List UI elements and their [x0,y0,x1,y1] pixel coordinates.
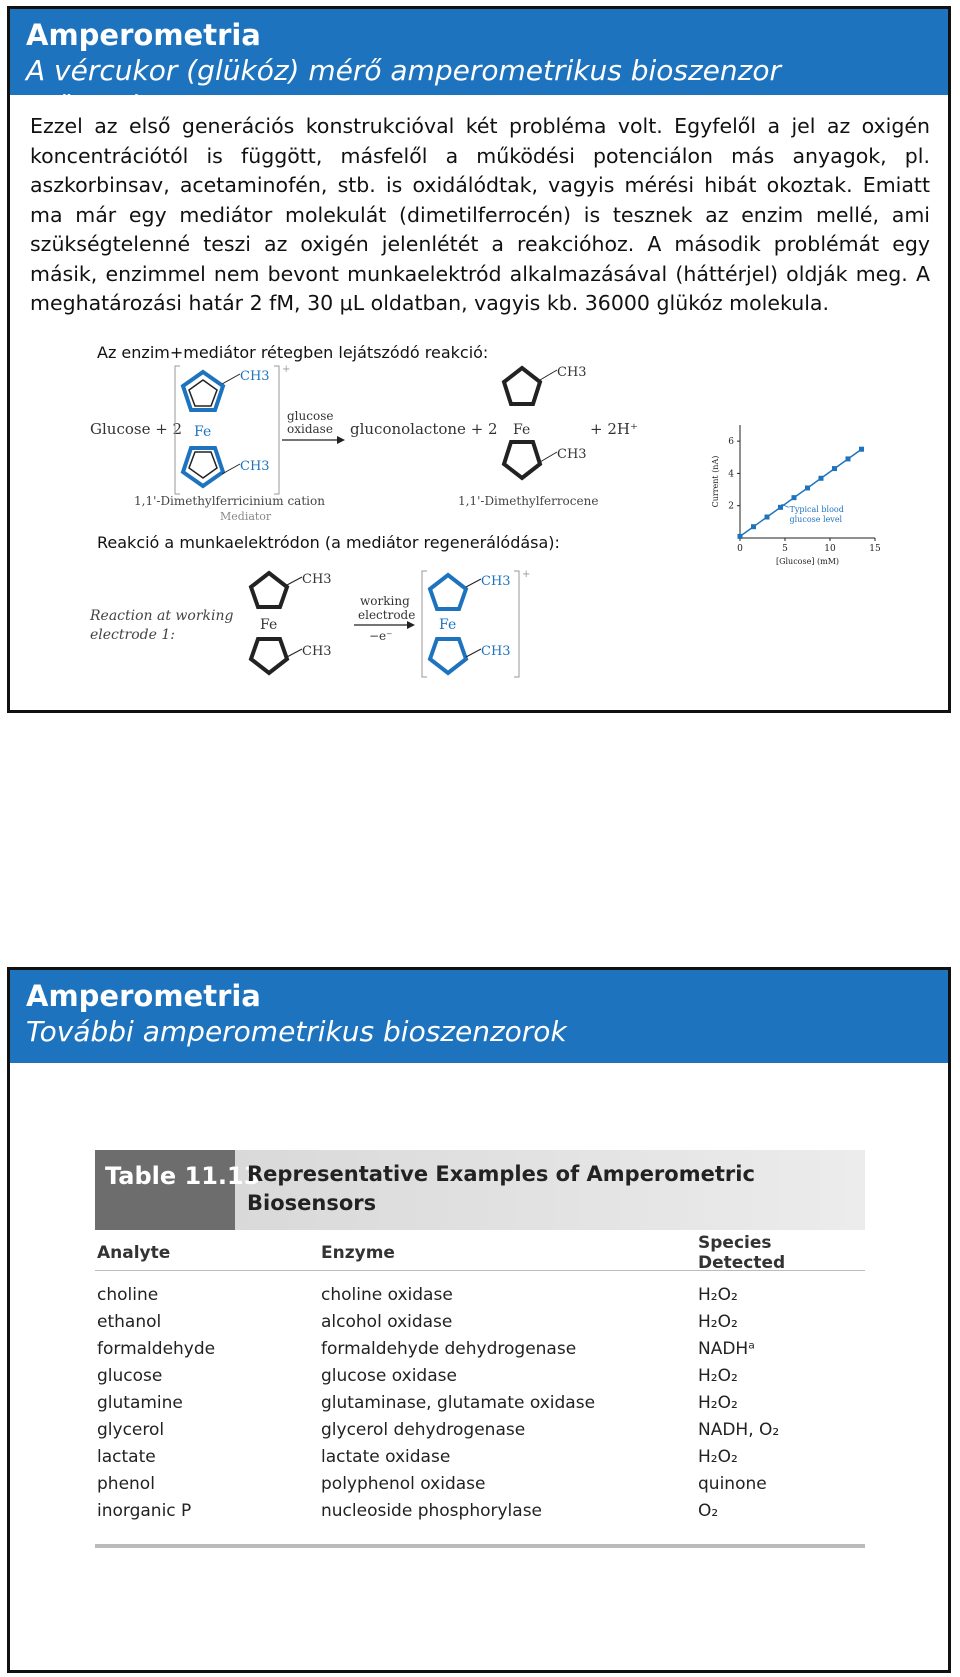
body-paragraph: Ezzel az első generációs konstrukcióval két probléma volt. Egyfelől a jel az oxigén koncentrációtól is függött, másfelől a működési potenciálon más anyagok, pl. aszkorbinsav, acetaminofén, stb. is oxidálódtak, vagyis mérési hibát okoztak. Emiatt ma már egy mediátor molekulát (dimetilferrocén) is tesznek az enzim mellé, ami szükségtelenné teszi az oxigén jelenlétét a reakcióhoz. A második problémát egy másik, enzimmel nem bevont munkaelektród alkalmazásával (háttérjel) oldják meg. A meghatározási határ 2 fM, 30 μL oldatban, vagyis kb. 36000 glükóz molekula. [30,114,930,315]
svg-text:1,1'-Dimethylferricinium catio: 1,1'-Dimethylferricinium cation [134,494,325,508]
y-axis-label: Current (nA) [711,455,720,508]
table-title: Representative Examples of Amperometric Biosensors [247,1162,755,1215]
table-row [95,1389,865,1416]
table-footer-rule [95,1544,865,1548]
table-row [95,1470,865,1497]
species-cell: H₂O₂ [698,1365,738,1386]
table-row [95,1281,865,1308]
species-cell: NADHᵃ [698,1338,755,1359]
table-row [95,1497,865,1524]
svg-text:CH3: CH3 [557,447,587,462]
x-tick-label: 15 [869,544,881,554]
data-point [778,505,783,510]
biosensor-table [95,1150,865,1548]
svg-text:+ 2H⁺: + 2H⁺ [590,420,638,438]
col-enzyme: Enzyme [321,1243,395,1263]
y-tick-label: 2 [728,501,734,512]
svg-text:−e⁻: −e⁻ [369,629,393,643]
data-point [819,476,824,481]
svg-text:CH3: CH3 [302,572,332,587]
reaction-scheme-1 [82,360,662,530]
table-row [95,1335,865,1362]
analyte-cell: formaldehyde [97,1338,216,1359]
enzyme-cell: glycerol dehydrogenase [321,1419,526,1440]
col-species: Species Detected [698,1233,786,1273]
svg-text:Mediator: Mediator [220,510,272,523]
table-row [95,1362,865,1389]
svg-text:1,1'-Dimethylferrocene: 1,1'-Dimethylferrocene [458,494,599,508]
annotation-line: Typical blood [789,505,844,515]
svg-text:Fe: Fe [260,617,278,633]
ferricinium-molecule-electrode [422,569,530,677]
glucose-label: Glucose + 2 [90,420,183,438]
ferrocene-molecule [504,365,587,478]
species-cell: O₂ [698,1500,719,1521]
analyte-cell: ethanol [97,1311,162,1332]
slide-subtitle: A vércukor (glükóz) mérő amperometrikus bioszenzor működése [26,54,781,123]
species-cell: H₂O₂ [698,1284,738,1305]
enzyme-cell: polyphenol oxidase [321,1473,486,1494]
slide-title: Amperometria [26,18,261,52]
table-header [95,1150,865,1230]
species-cell: H₂O₂ [698,1392,738,1413]
svg-text:CH3: CH3 [240,369,270,384]
svg-text:working: working [360,594,410,608]
enzyme-cell: lactate oxidase [321,1446,451,1467]
ferricinium-molecule [175,364,290,494]
ferrocene-molecule-electrode [251,572,332,673]
slide-subtitle-2: További amperometrikus bioszenzorok [26,1015,567,1048]
analyte-cell: glutamine [97,1392,183,1413]
svg-text:Fe: Fe [513,422,531,438]
enzyme-cell: glutaminase, glutamate oxidase [321,1392,596,1413]
svg-text:CH3: CH3 [240,459,270,474]
species-cell: NADH, O₂ [698,1419,780,1440]
svg-text:CH3: CH3 [481,574,511,589]
svg-text:CH3: CH3 [481,644,511,659]
data-point [859,447,864,452]
x-tick-label: 5 [782,544,788,554]
data-point [751,524,756,529]
svg-text:glucose: glucose [287,409,334,423]
analyte-cell: phenol [97,1473,155,1494]
slide-title-2: Amperometria [26,979,261,1013]
analyte-cell: inorganic P [97,1500,192,1521]
analyte-cell: choline [97,1284,159,1305]
svg-text:Fe: Fe [439,617,457,633]
caption-electrode-reaction: Reakció a munkaelektródon (a mediátor regenerálódása): [97,533,560,552]
svg-text:electrode: electrode [358,608,416,622]
caption-enzyme-reaction: Az enzim+mediátor rétegben lejátszódó reakció: [97,343,489,362]
col-analyte: Analyte [97,1243,171,1263]
data-point [738,534,743,539]
enzyme-cell: choline oxidase [321,1284,453,1305]
svg-text:+: + [282,364,291,375]
glucose-calibration-chart [700,420,910,600]
data-point [765,515,770,520]
enzyme-cell: nucleoside phosphorylase [321,1500,543,1521]
svg-text:CH3: CH3 [557,365,587,380]
enzyme-cell: alcohol oxidase [321,1311,453,1332]
x-axis-label: [Glucose] (mM) [775,557,840,566]
table-row [95,1443,865,1470]
species-cell: H₂O₂ [698,1446,738,1467]
svg-text:gluconolactone + 2: gluconolactone + 2 [350,420,498,438]
svg-text:oxidase: oxidase [287,422,333,436]
x-tick-label: 10 [824,544,836,554]
enzyme-cell: glucose oxidase [321,1365,457,1386]
y-tick-label: 4 [728,469,734,480]
data-point [805,485,810,490]
table-number: Table 11.13 [105,1162,261,1190]
data-point [832,466,837,471]
data-point [792,495,797,500]
analyte-cell: glucose [97,1365,163,1386]
svg-text:+: + [522,569,531,580]
analyte-cell: glycerol [97,1419,165,1440]
slide-header [10,9,948,123]
analyte-cell: lactate [97,1446,156,1467]
slide-header-2 [10,970,948,1063]
svg-text:Reaction at working: Reaction at working [90,608,234,624]
y-tick-label: 6 [728,437,734,448]
svg-text:Fe: Fe [194,424,212,440]
table-column-headers [95,1233,865,1273]
annotation-line: glucose level [789,515,843,525]
svg-text:CH3: CH3 [302,644,332,659]
x-tick-label: 0 [737,544,743,554]
data-point [846,456,851,461]
species-cell: quinone [698,1473,767,1494]
reaction-scheme-2 [82,565,552,683]
species-cell: H₂O₂ [698,1311,738,1332]
table-row [95,1416,865,1443]
table-row [95,1308,865,1335]
svg-text:electrode 1:: electrode 1: [90,627,175,643]
enzyme-cell: formaldehyde dehydrogenase [321,1338,577,1359]
